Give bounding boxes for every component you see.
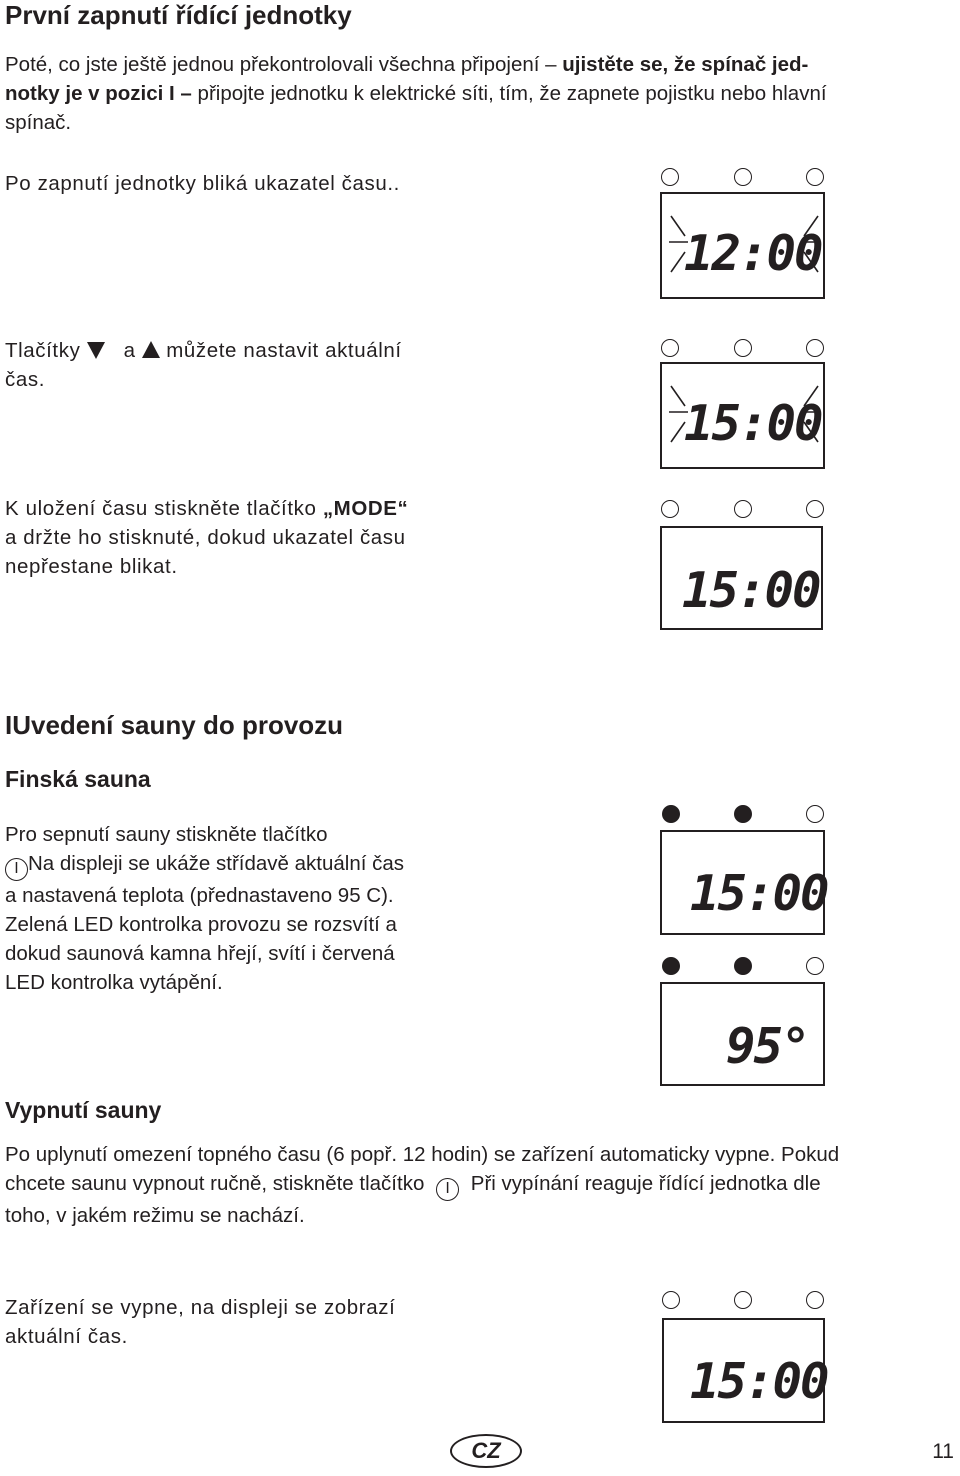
power-button-icon: I [5,858,28,881]
intro-paragraph [5,50,957,137]
led-1 [661,168,679,186]
display-temperature: 95° [726,1018,809,1075]
led-2 [734,1291,752,1309]
off-end-text: Zařízení se vypne, na displeji se zobrazí aktuální čas. [5,1296,396,1348]
led-2 [734,339,752,357]
led-3 [806,957,824,975]
display-time-4: 15:00 [690,865,828,922]
save-text: K uložení času stiskněte tlačítko „MODE“ a držte ho stisknuté, dokud ukazatel času nepřestane blikat. [5,497,409,578]
display-panel-3 [660,526,823,630]
display-panel-2 [660,362,825,469]
led-green-on [662,805,680,823]
led-3 [806,168,824,186]
display-time-2: 15:00 [684,395,822,452]
off-paragraph: Po uplynutí omezení topného času (6 popř. 12 hodin) se zařízení automaticky vypne. Pokud chcete saunu vypnout ručně, stiskněte tlačítko I Při vypínání reaguje řídící jednotka dle toho, v jakém režimu se nachází. [5,1143,840,1227]
led-green-on [662,957,680,975]
led-3 [806,1291,824,1309]
led-1 [661,500,679,518]
led-1 [661,339,679,357]
down-arrow-icon [87,342,105,359]
blink-text: Po zapnutí jednotky bliká ukazatel času.. [5,172,400,195]
page-number: 11 [932,1440,954,1463]
led-3 [806,500,824,518]
display-time-3: 15:00 [682,562,820,619]
display-panel-4 [660,830,828,935]
section-title-off: Vypnutí sauny [5,1097,162,1123]
display-time-6: 15:00 [690,1353,828,1410]
led-2 [734,168,752,186]
led-red-on [734,957,752,975]
language-badge: CZ [450,1434,522,1468]
power-button-icon: I [436,1178,459,1201]
display-time-1: 12:00 [684,225,822,282]
up-arrow-icon [142,341,160,358]
display-panel-6 [662,1318,828,1423]
led-2 [734,500,752,518]
intro-line-3: spínač. [5,111,72,134]
operation-paragraph: Pro sepnutí sauny stiskněte tlačítko I Na displeji se ukáže střídavě aktuální čas a nastavená teplota (přednastaveno 95 C). Zelená LED kontrolka provozu se rozsvítí a dokud saunová kamna hřejí, svítí i červená LED kontrolka vytápění. [5,823,405,994]
intro-line-1: Poté, co jste ještě jednou překontrolovali všechna připojení – ujistěte se, že spínač jed- [5,53,809,76]
buttons-text: Tlačítky a můžete nastavit aktuální čas. [5,339,402,391]
subsection-title-finnish: Finská sauna [5,766,151,792]
led-3 [806,339,824,357]
section-title-operation: IUvedení sauny do provozu [5,710,344,740]
led-1 [662,1291,680,1309]
led-3 [806,805,824,823]
led-red-on [734,805,752,823]
display-panel-1 [660,192,825,299]
display-panel-5 [660,982,825,1086]
intro-line-2: notky je v pozici I – připojte jednotku k elektrické síti, tím, že zapnete pojistku nebo hlavní [5,82,827,105]
page-title: První zapnutí řídící jednotky [5,0,352,30]
